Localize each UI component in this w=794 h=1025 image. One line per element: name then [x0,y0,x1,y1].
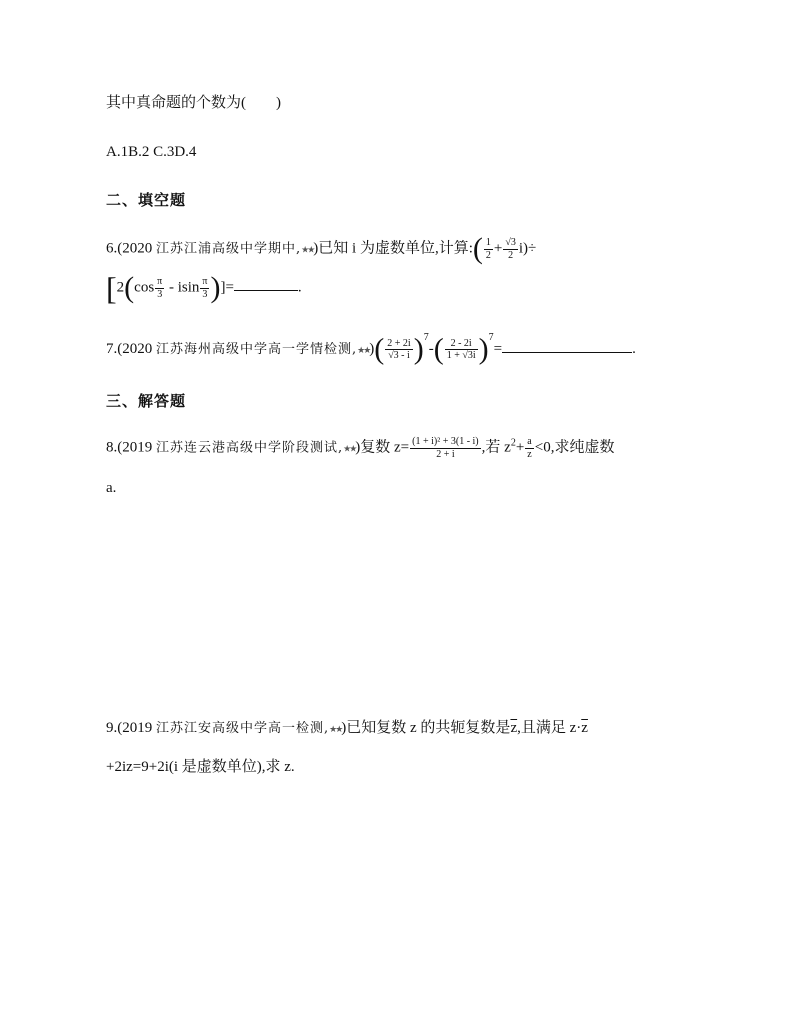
exponent: 7 [488,332,494,343]
section-heading-fill-blank: 二、填空题 [106,191,187,209]
star-rating-icon: ★★ [343,444,356,455]
answer-blank[interactable] [502,342,632,353]
left-bracket: [ [106,270,117,306]
question-9 [106,721,588,736]
q8-number: 8.(2019 [106,439,153,456]
q9-text: )已知复数 z 的共轭复数是 [341,720,511,736]
q6-end: . [297,279,302,296]
q6-two: 2 [116,279,125,296]
q9-source: 江苏江安高级中学高一检测, [156,721,330,736]
left-paren: ( [472,232,483,265]
question-8-line2 [106,481,116,496]
fraction-b: $\frac{2 - 2i}{1 + √3i}$ [446,337,476,362]
q6-i-div: i)÷ [518,240,537,257]
z-conjugate-2: $\overline{z}$ [581,720,588,736]
q9-number: 9.(2019 [106,720,153,736]
q8-text: )复数 z= [355,439,410,456]
exponent: 7 [423,332,429,343]
answer-options [106,145,196,160]
z-conjugate: $\overline{z}$ [510,720,518,736]
question-9-line2 [106,760,295,775]
q6-eq: ]= [220,279,234,296]
plus-sign: + [515,439,525,456]
question-8 [106,436,614,460]
q8-text2: ,若 z [481,439,511,456]
q8-text3: <0,求纯虚数 [534,439,615,456]
left-paren: ( [124,271,135,304]
question-6 [106,234,536,264]
plus-sign: + [493,240,503,257]
fraction-z: $\frac{\text{(1 + i)² + 3(1 - i)}}{2 + i}$ [412,436,479,460]
right-paren: ) [413,332,424,366]
q9-line2: +2iz=9+2i(i 是虚数单位),求 z. [106,759,295,775]
fraction-a: $\frac{2 + 2i}{√3 - i}$ [387,337,411,362]
q6-source: 江苏江浦高级中学期中, [156,241,302,257]
star-rating-icon: ★★ [329,725,342,735]
right-paren: ) [478,332,489,366]
question-text: 其中真命题的个数为( ) [106,95,281,111]
left-paren: ( [433,332,444,366]
minus-sign: - [428,341,434,357]
fraction-pi-3-b: $\frac{\pi}{3}$ [202,276,208,300]
q6-isin: - isin [165,279,200,296]
question-7 [106,333,636,365]
q7-number: 7.(2020 [106,341,153,357]
star-rating-icon: ★★ [357,346,370,356]
right-paren: ) [210,271,221,304]
left-paren: ( [374,332,385,366]
q9-text2: ,且满足 z· [517,720,582,736]
q7-source: 江苏海州高级中学高一学情检测, [156,342,358,357]
section-heading-solve: 三、解答题 [106,392,187,410]
q6-text: )已知 i 为虚数单位,计算: [313,240,473,257]
question-stem [106,96,281,111]
fraction-pi-3: $\frac{\pi}{3}$ [157,276,163,300]
q7-close: ) [369,341,375,357]
q6-number: 6.(2020 [106,240,153,257]
answer-blank[interactable] [234,280,298,291]
q8-source: 江苏连云港高级中学阶段测试, [156,440,344,456]
fraction-sqrt3-half: $\frac{√3}{2}$ [505,237,516,261]
star-rating-icon: ★★ [301,245,314,256]
options-text: A.1B.2 C.3D.4 [106,144,197,160]
q6-cos: cos [134,279,155,296]
fraction-a-z: $\frac{a}{z}$ [527,436,532,460]
question-6-line2 [106,272,302,304]
q7-end: . [632,341,636,357]
fraction-half: $\frac{1}{2}$ [485,237,491,261]
q8-line2: a. [106,480,117,496]
square-exponent: 2 [510,437,516,449]
q7-eq: = [493,341,503,357]
